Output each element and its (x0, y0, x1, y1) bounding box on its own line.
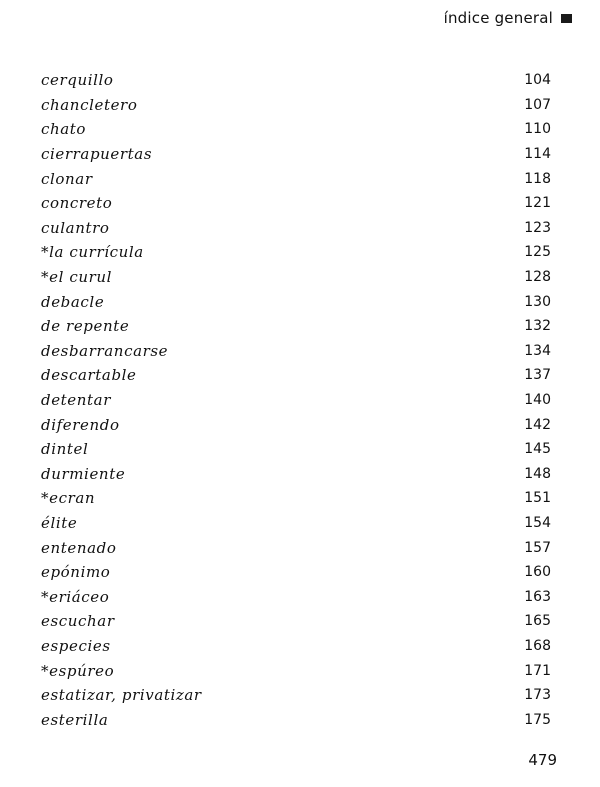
entry-term: *espúreo (41, 661, 115, 680)
index-entry (41, 363, 552, 388)
entry-page-number: 154 (524, 514, 551, 531)
entry-term: de repente (41, 317, 130, 336)
entry-term: culantro (41, 218, 110, 237)
entry-page-number: 157 (524, 539, 551, 556)
entry-term: chancletero (41, 95, 138, 114)
entry-page-number: 134 (524, 342, 551, 359)
entry-page-number: 165 (524, 613, 551, 630)
entry-term: descartable (41, 366, 137, 385)
entry-term: especies (41, 636, 111, 655)
index-entry (41, 117, 552, 142)
entry-page-number: 142 (524, 416, 551, 433)
index-entry (41, 683, 552, 708)
entry-term: entenado (41, 538, 117, 557)
entry-term: *ecran (41, 489, 96, 508)
index-entry (41, 265, 552, 290)
index-entry (41, 486, 552, 511)
entry-term: escuchar (41, 612, 115, 631)
entry-term: dintel (41, 440, 89, 459)
index-entry (41, 166, 552, 191)
entry-page-number: 118 (524, 170, 551, 187)
entry-page-number: 121 (524, 195, 551, 212)
index-entry (41, 511, 552, 536)
entry-page-number: 148 (524, 465, 551, 482)
entry-term: chato (41, 120, 87, 139)
entry-page-number: 175 (524, 711, 551, 728)
entry-page-number: 123 (524, 219, 551, 236)
entry-term: *eriáceo (41, 587, 110, 606)
entry-term: élite (41, 513, 78, 532)
entry-term: esterilla (41, 710, 109, 729)
index-entry (41, 240, 552, 265)
index-entry (41, 412, 552, 437)
entry-page-number: 132 (524, 318, 551, 335)
entry-term: cerquillo (41, 71, 114, 90)
entry-page-number: 110 (524, 121, 551, 138)
index-entry (41, 68, 552, 93)
index-entry (41, 216, 552, 241)
entry-page-number: 128 (524, 269, 551, 286)
entry-term: concreto (41, 194, 113, 213)
entry-page-number: 107 (524, 96, 551, 113)
entry-term: estatizar, privatizar (41, 686, 202, 705)
index-entry-list (41, 68, 552, 732)
entry-page-number: 125 (524, 244, 551, 261)
index-entry (41, 707, 552, 732)
index-entry (41, 437, 552, 462)
entry-page-number: 130 (524, 293, 551, 310)
entry-term: durmiente (41, 464, 126, 483)
entry-page-number: 137 (524, 367, 551, 384)
index-entry (41, 560, 552, 585)
index-entry (41, 93, 552, 118)
index-entry (41, 289, 552, 314)
entry-term: diferendo (41, 415, 120, 434)
entry-page-number: 163 (524, 588, 551, 605)
entry-term: *la currícula (41, 243, 144, 262)
index-entry (41, 658, 552, 683)
running-header (444, 9, 572, 27)
entry-page-number: 160 (524, 564, 551, 581)
entry-term: clonar (41, 169, 93, 188)
index-entry (41, 191, 552, 216)
entry-term: *el curul (41, 268, 113, 287)
page-number: 479 (528, 751, 557, 769)
entry-page-number: 145 (524, 441, 551, 458)
entry-term: detentar (41, 391, 111, 410)
index-entry (41, 142, 552, 167)
entry-page-number: 151 (524, 490, 551, 507)
entry-page-number: 104 (524, 72, 551, 89)
entry-term: desbarrancarse (41, 341, 169, 360)
entry-page-number: 168 (524, 637, 551, 654)
index-entry (41, 462, 552, 487)
entry-term: epónimo (41, 563, 111, 582)
index-entry (41, 535, 552, 560)
entry-page-number: 173 (524, 687, 551, 704)
index-entry (41, 388, 552, 413)
index-entry (41, 339, 552, 364)
square-bullet-icon (561, 14, 572, 23)
index-entry (41, 634, 552, 659)
entry-term: cierrapuertas (41, 145, 153, 164)
index-entry (41, 584, 552, 609)
entry-page-number: 171 (524, 662, 551, 679)
entry-term: debacle (41, 292, 105, 311)
index-entry (41, 314, 552, 339)
index-entry (41, 609, 552, 634)
entry-page-number: 140 (524, 392, 551, 409)
entry-page-number: 114 (524, 146, 551, 163)
section-title: índice general (443, 9, 553, 27)
